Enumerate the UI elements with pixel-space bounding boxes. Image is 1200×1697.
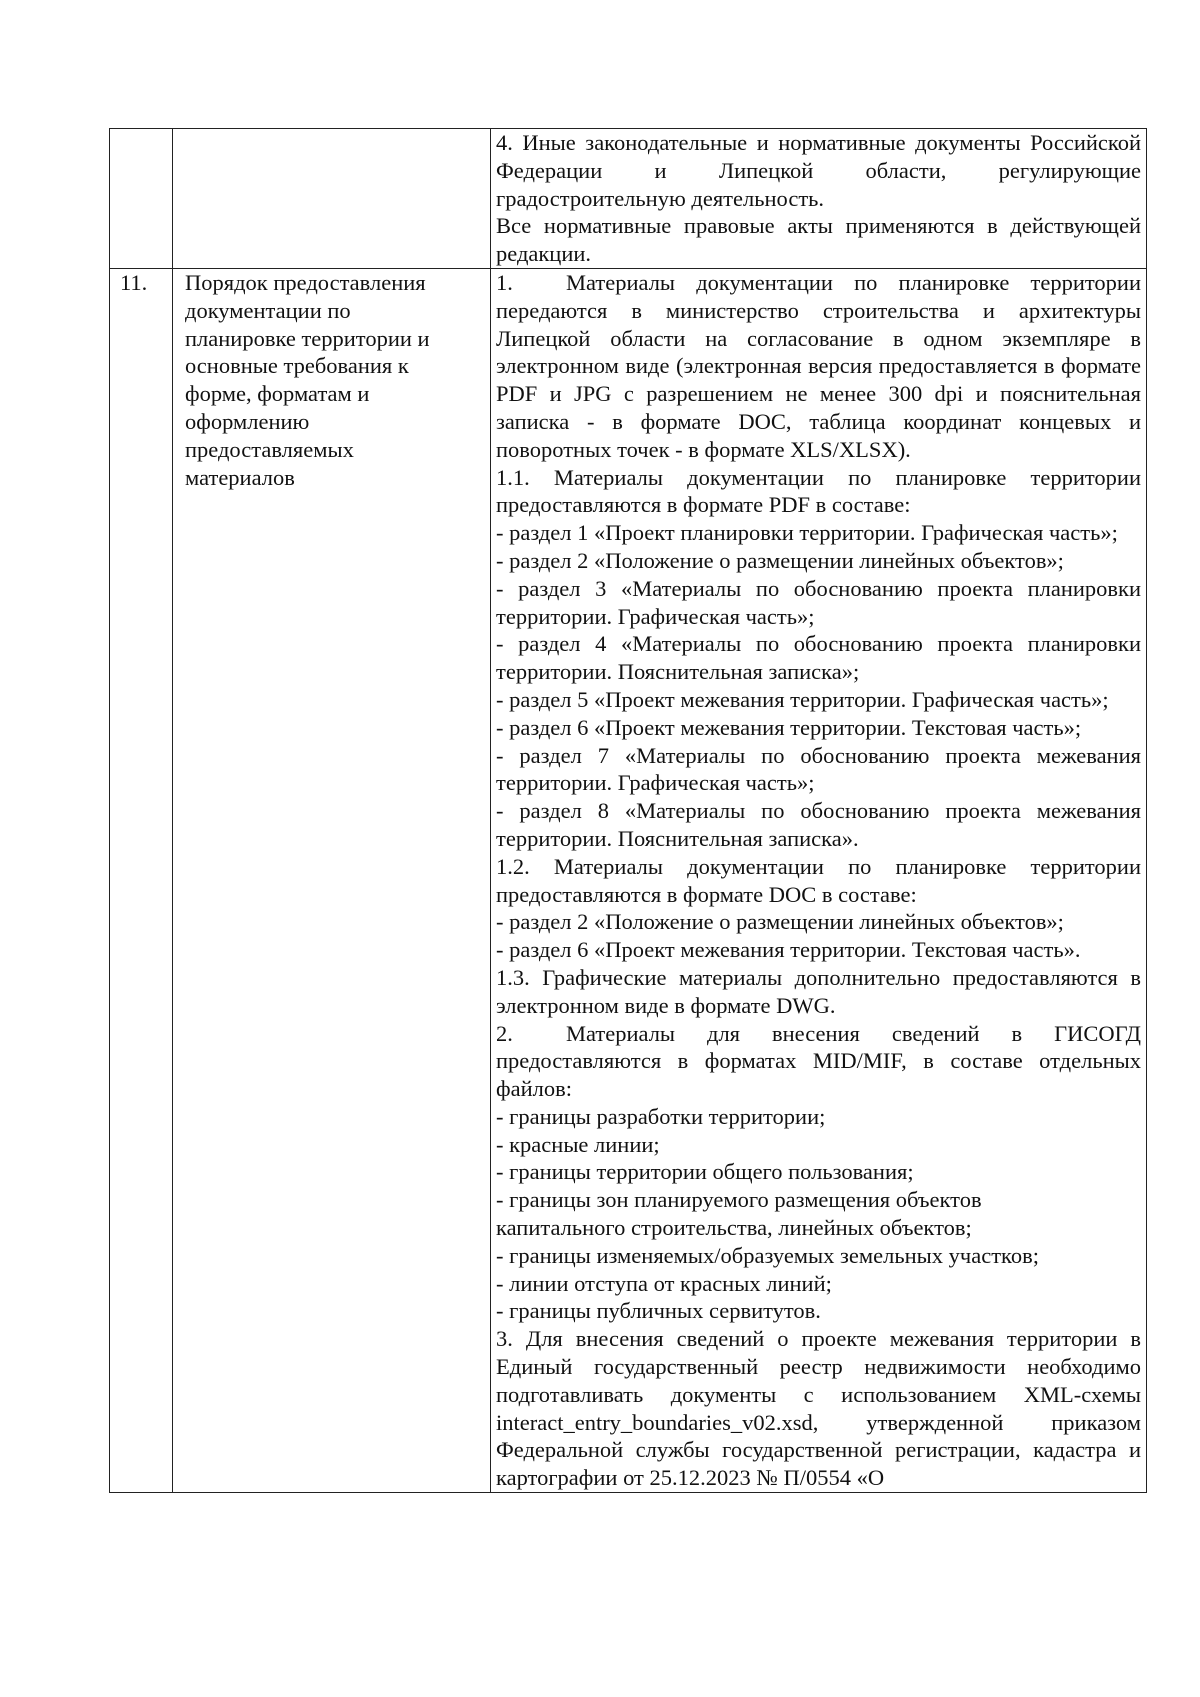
paragraph (496, 269, 1141, 464)
paragraph-number: 2. (496, 1020, 513, 1046)
row-title-cell (173, 129, 491, 269)
title-line: оформлению (185, 408, 310, 434)
list-item: - границы зон планируемого размещения объектов (496, 1187, 982, 1213)
list-item: - красные линии; (496, 1131, 660, 1157)
paragraph-text: Материалы для внесения сведений в ГИСОГД предоставляются в форматах MID/MIF, в составе отдельных файлов: (496, 1020, 1141, 1102)
table-row (110, 268, 1147, 1492)
title-line: форме, форматам и (185, 381, 370, 407)
paragraph: - раздел 8 «Материалы по обоснованию проекта межевания территории. Пояснительная записка». (496, 798, 1141, 851)
list-item: - границы территории общего пользования; (496, 1159, 914, 1185)
title-line: Порядок предоставления (185, 269, 426, 295)
row-title-cell (173, 268, 491, 1492)
row-number-cell: 11. (110, 268, 173, 1492)
paragraph-text: Материалы документации по планировке территории передаются в министерство строительства и архитектуры Липецкой области на согласование в одном экземпляре в электронном виде (электронная версия предоставляется в формате PDF и JPG с разрешением не менее 300 dpi и пояснительная записка - в формате DOC, таблица координат концевых и поворотных точек - в формате XLS/XLSX). (496, 269, 1141, 462)
row-content-cell (491, 268, 1147, 1492)
paragraph: - раздел 3 «Материалы по обоснованию проекта планировки территории. Графическая часть»; (496, 575, 1141, 629)
title-line: материалов (185, 464, 295, 490)
paragraph: - раздел 5 «Проект межевания территории. Графическая часть»; (496, 686, 1109, 712)
paragraph: 1.1. Материалы документации по планировке территории предоставляются в формате PDF в составе: (496, 464, 1141, 518)
paragraph: Все нормативные правовые акты применяются в действующей редакции. (496, 213, 1141, 267)
paragraph: - раздел 6 «Проект межевания территории. Текстовая часть»; (496, 714, 1082, 740)
paragraph: - раздел 7 «Материалы по обоснованию проекта межевания территории. Графическая часть»; (496, 742, 1141, 796)
list-item: - границы публичных сервитутов. (496, 1298, 821, 1324)
requirements-table (109, 128, 1147, 1493)
list-item: капитального строительства, линейных объектов; (496, 1215, 972, 1241)
paragraph: - раздел 4 «Материалы по обоснованию проекта планировки территории. Пояснительная записка»; (496, 631, 1141, 685)
paragraph: 4. Иные законодательные и нормативные документы Российской Федерации и Липецкой области, регулирующие градостроительную деятельность. (496, 130, 1141, 211)
title-line: основные требования к (185, 353, 409, 379)
title-line: документации по (185, 297, 351, 323)
list-item: - границы изменяемых/образуемых земельных участков; (496, 1242, 1039, 1268)
paragraph: 3. Для внесения сведений о проекте межевания территории в Единый государственный реестр недвижимости необходимо подготавливать документы с использованием XML-схемы interact_entry_boundaries_v02.xsd, утвержденной приказом Федеральной службы государственной регистрации, кадастра и картографии от 25.12.2023 № П/0554 «О (496, 1326, 1141, 1491)
list-item: - границы разработки территории; (496, 1103, 826, 1129)
row-content-cell (491, 129, 1147, 269)
list-item: - линии отступа от красных линий; (496, 1270, 832, 1296)
paragraph: 1.3. Графические материалы дополнительно предоставляются в электронном виде в формате DWG. (496, 964, 1141, 1018)
row-number-cell (110, 129, 173, 269)
title-line: предоставляемых (185, 436, 354, 462)
paragraph-number: 1. (496, 269, 513, 295)
paragraph: 1.2. Материалы документации по планировке территории предоставляются в формате DOC в составе: (496, 853, 1141, 907)
paragraph: - раздел 1 «Проект планировки территории. Графическая часть»; (496, 520, 1118, 546)
table-row (110, 129, 1147, 269)
title-line: планировке территории и (185, 325, 430, 351)
paragraph: - раздел 6 «Проект межевания территории. Текстовая часть». (496, 937, 1081, 963)
paragraph: - раздел 2 «Положение о размещении линейных объектов»; (496, 909, 1064, 935)
paragraph (496, 1020, 1141, 1103)
paragraph: - раздел 2 «Положение о размещении линейных объектов»; (496, 547, 1064, 573)
